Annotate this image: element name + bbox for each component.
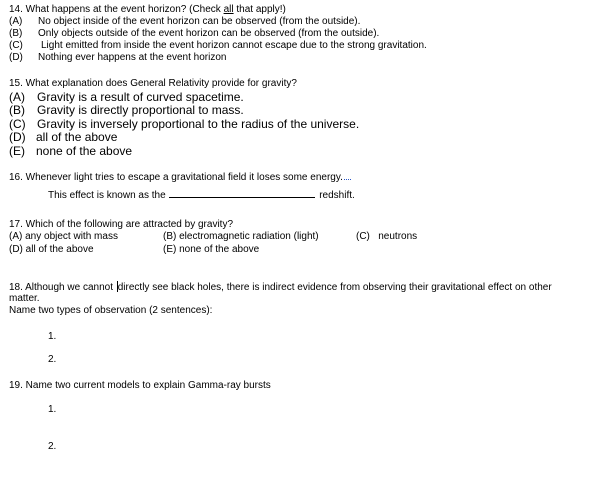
q17-option-label: (D) [9,244,23,255]
q18-question-continued: matter. [9,293,40,304]
q14-option-text: Only objects outside of the event horizon can be observed (from the outside). [38,28,380,39]
q15-option-text: Gravity is directly proportional to mass. [37,103,244,117]
q14-option-label: (C) [9,40,23,51]
q16-statement-pre: This effect is known as the [48,190,169,201]
q19-item-2[interactable]: 2. [48,441,57,452]
q17-option-label: (C) [356,231,370,242]
q17-option-b [163,231,319,243]
q16-question [9,171,351,184]
q15-option-label: (E) [9,144,25,158]
q14-option-text: No object inside of the event horizon can be observed (from the outside). [38,16,361,27]
q17-option-label: (A) [9,231,23,242]
q14-question-post: that apply!) [233,4,286,15]
q14-question-pre: 14. What happens at the event horizon? (Check [9,4,224,15]
q16-question-text: 16. Whenever light tries to escape a gravitational field it loses some energy. [9,172,343,183]
q14-option-label: (A) [9,16,23,27]
q17-option-text: none of the above [179,244,260,255]
q15-option-a [9,90,244,104]
q14-option-text: Light emitted from inside the event horizon cannot escape due to the strong gravitation. [41,40,427,51]
q15-option-label: (C) [9,117,26,131]
q17-option-d [9,244,94,256]
q15-option-text: all of the above [36,130,118,144]
q14-option-c [9,40,427,52]
q15-option-text: none of the above [36,144,133,158]
q14-option-b [9,28,379,40]
q19-question: 19. Name two current models to explain Gamma-ray bursts [9,380,271,391]
q15-option-label: (A) [9,90,25,104]
q17-option-label: (B) [163,231,177,242]
q14-question [9,4,286,16]
q17-option-a [9,231,118,243]
formatting-mark [344,171,351,180]
q15-question: 15. What explanation does General Relativity provide for gravity? [9,78,297,89]
q16-answer-blank[interactable] [169,188,315,198]
q18-instruction: Name two types of observation (2 sentences): [9,305,213,316]
q17-option-c [356,231,417,243]
q14-question-emphasis: all [223,4,234,15]
q18-question-post: directly see black holes, there is indirect evidence from observing their gravitational effect on other [117,282,552,293]
q16-statement [48,188,355,202]
q17-option-text: neutrons [378,231,418,242]
q15-option-e [9,144,132,158]
q14-option-text: Nothing ever happens at the event horizon [38,52,227,63]
q17-option-text: electromagnetic radiation (light) [179,231,319,242]
q14-option-label: (D) [9,52,23,63]
q17-option-label: (E) [163,244,177,255]
q19-item-1[interactable]: 1. [48,404,57,415]
q18-item-1[interactable]: 1. [48,331,57,342]
q18-question-pre: 18. Although we cannot [9,282,116,293]
q17-option-text: any object with mass [25,231,118,242]
q16-statement-post: redshift. [316,190,355,201]
q15-option-text: Gravity is inversely proportional to the radius of the universe. [37,117,360,131]
q15-option-d [9,130,117,144]
q15-option-c [9,117,359,131]
q17-option-text: all of the above [25,244,94,255]
q17-option-e [163,244,259,256]
q18-item-2[interactable]: 2. [48,354,57,365]
q14-option-a [9,16,360,28]
q17-question: 17. Which of the following are attracted by gravity? [9,219,234,230]
q15-option-label: (D) [9,130,26,144]
q18-question [9,281,552,294]
q15-option-b [9,103,244,117]
q15-option-text: Gravity is a result of curved spacetime. [37,90,244,104]
q14-option-d [9,52,226,64]
q15-option-label: (B) [9,103,25,117]
q14-option-label: (B) [9,28,23,39]
